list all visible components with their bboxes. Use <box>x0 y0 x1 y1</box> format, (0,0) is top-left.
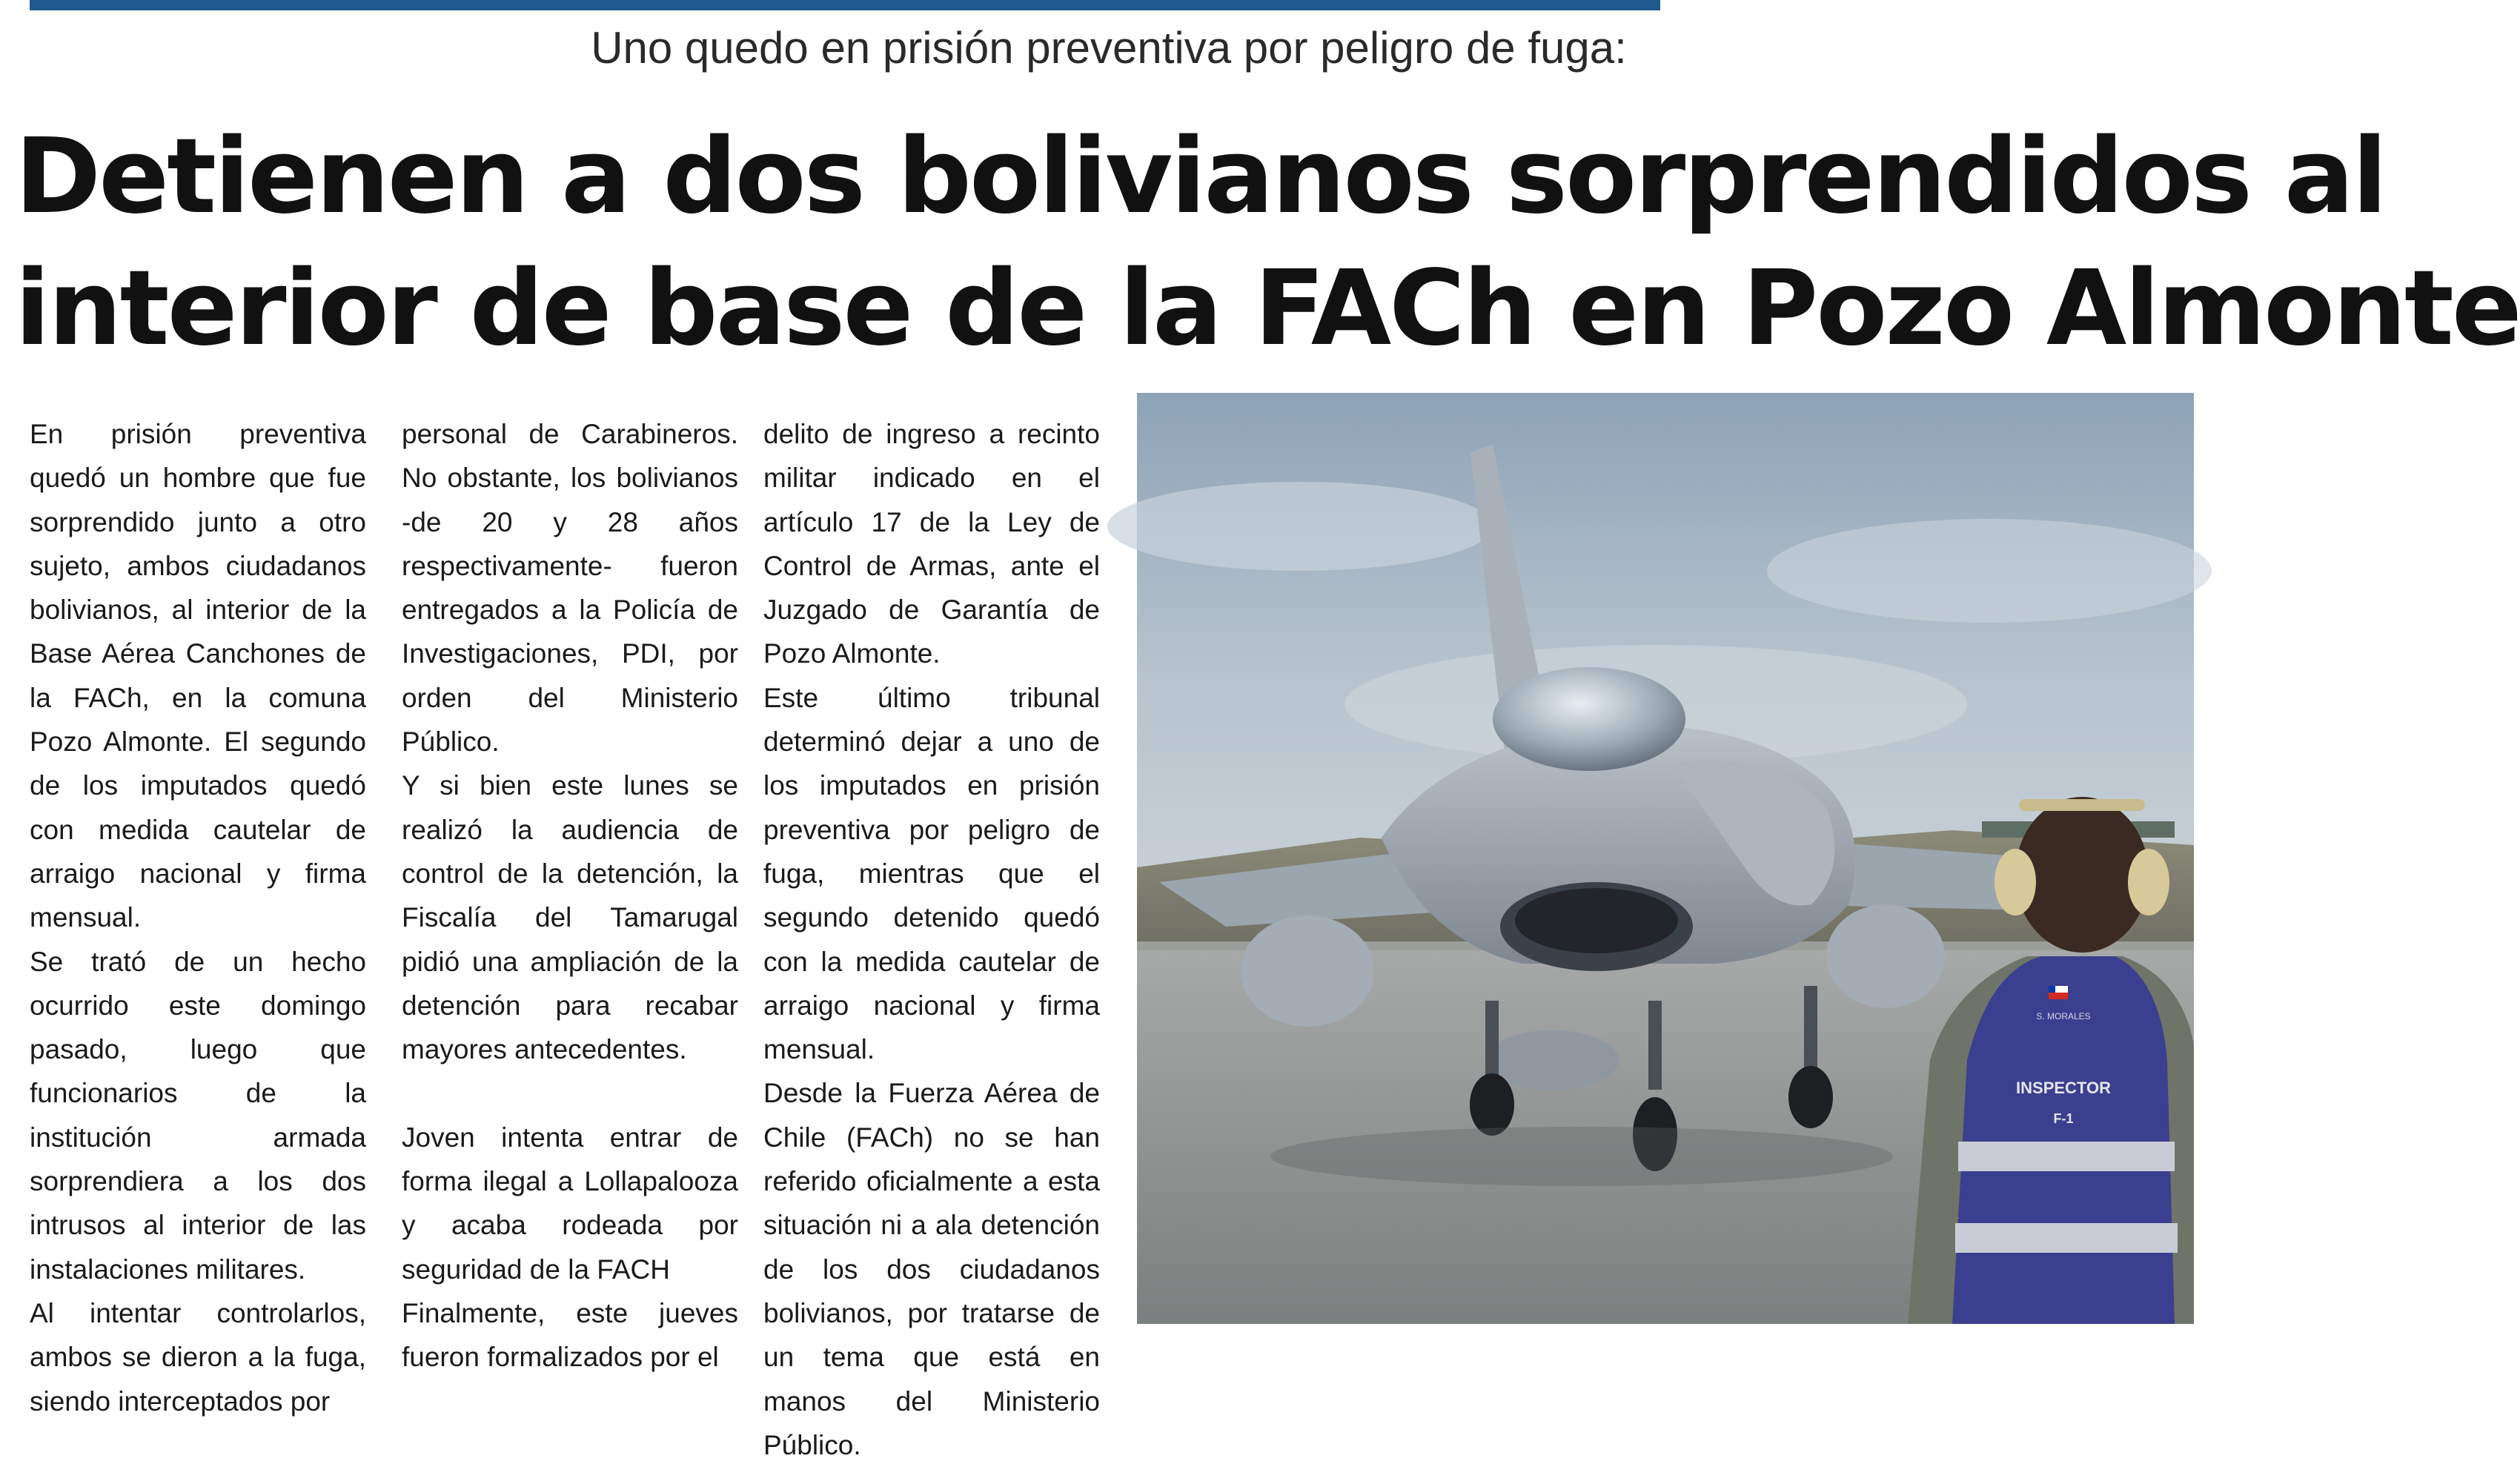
article-photo <box>1137 393 2194 1324</box>
headline-line-1: Detienen a dos bolivianos sorprendidos al <box>15 116 2386 237</box>
article-column-3 <box>763 412 1100 1467</box>
paragraph: Y si bien este lunes se realizó la audiencia de control de la detención, la Fiscalía del Tamarugal pidió una ampliación de la detención para recabar mayores antecedentes. <box>402 770 738 1065</box>
top-color-rule <box>30 0 1660 10</box>
article-column-2 <box>402 412 738 1380</box>
kicker: Uno quedo en prisión preventiva por peligro de fuga: <box>591 23 1627 73</box>
article-column-1 <box>30 412 366 1423</box>
vest-label: INSPECTOR <box>2016 1079 2111 1097</box>
jet-and-inspector-illustration <box>1137 393 2194 1324</box>
related-headline[interactable]: Joven intenta entrar de forma ilegal a Lollapalooza y acaba rodeada por seguridad de la FACH <box>402 1122 738 1285</box>
paragraph: Se trató de un hecho ocurrido este domingo pasado, luego que funcionarios de la institución armada sorprendiera a los dos intrusos al interior de las instalaciones militares. <box>30 946 366 1285</box>
paragraph: Desde la Fuerza Aérea de Chile (FACh) no se han referido oficialmente a esta situación ni a ala detención de los dos ciudadanos bolivianos, por tratarse de un tema que está en manos del Ministerio Público. <box>763 1078 1100 1460</box>
paragraph: Finalmente, este jueves fueron formalizados por el <box>402 1297 738 1373</box>
vest-sub: F-1 <box>2053 1111 2074 1126</box>
paragraph: En prisión preventiva quedó un hombre que fue sorprendido junto a otro sujeto, ambos ciudadanos bolivianos, al interior de la Base Aérea Canchones de la FACh, en la comuna Pozo Almonte. El segundo de los imputados quedó con medida cautelar de arraigo nacional y firma mensual. <box>30 419 366 933</box>
paragraph: personal de Carabineros. No obstante, los bolivianos -de 20 y 28 años respectivamente- fueron entregados a la Policía de Investigaciones, PDI, por orden del Ministerio Público. <box>402 419 738 758</box>
headline-line-2: interior de base de la FACh en Pozo Almonte <box>15 248 2520 369</box>
vest-name: S. MORALES <box>2036 1011 2091 1021</box>
headline <box>15 111 2520 375</box>
paragraph: delito de ingreso a recinto militar indicado en el artículo 17 de la Ley de Control de Armas, ante el Juzgado de Garantía de Pozo Almonte. <box>763 419 1100 669</box>
paragraph: Al intentar controlarlos, ambos se dieron a la fuga, siendo interceptados por <box>30 1297 366 1417</box>
paragraph: Este último tribunal determinó dejar a uno de los imputados en prisión preventiva por peligro de fuga, mientras que el segundo detenido quedó con la medida cautelar de arraigo nacional y firma mensual. <box>763 682 1100 1065</box>
